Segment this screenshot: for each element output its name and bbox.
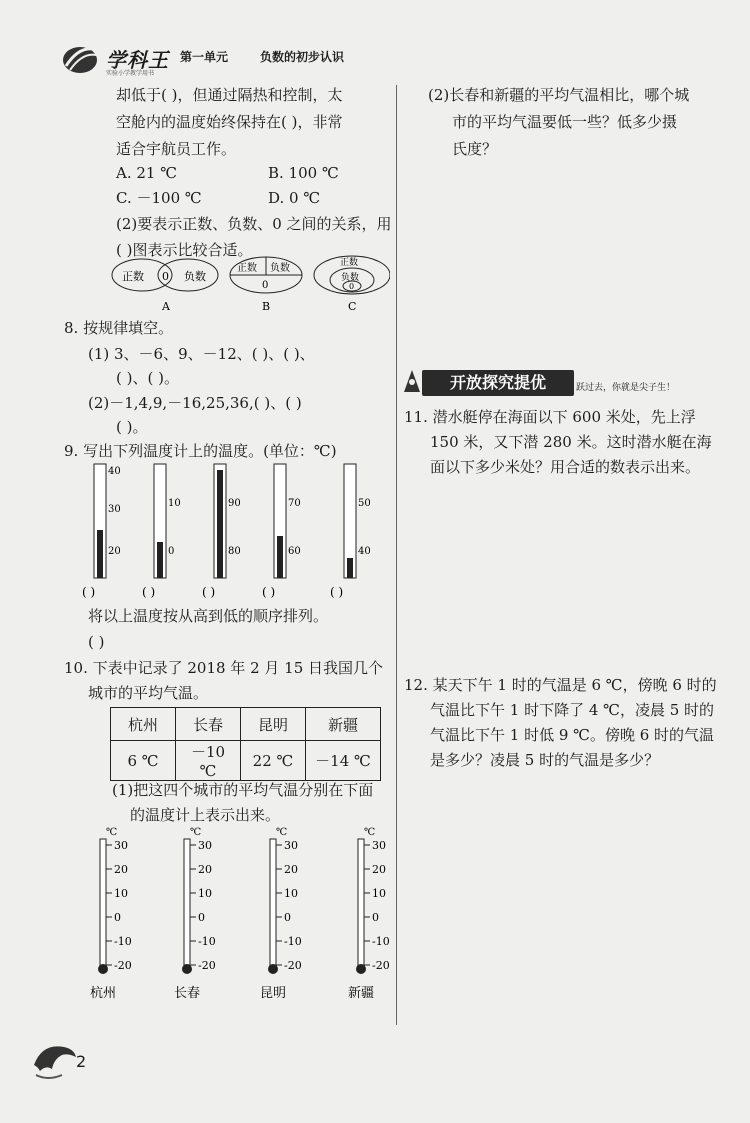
- q12-line4: 是多少？凌晨 5 时的气温是多少？: [430, 751, 660, 769]
- thermo-tube: [184, 839, 190, 965]
- q7-1-option-b: B. 100 ℃: [268, 164, 339, 182]
- thermo5-mid: 50: [358, 498, 371, 509]
- table-cell: 22 ℃: [241, 741, 306, 781]
- thermo-scale-label: -20: [114, 959, 132, 972]
- venn-a-left: 正数: [122, 270, 144, 283]
- temperature-table: [110, 707, 381, 781]
- venn-diagrams: [100, 255, 390, 315]
- thermo-city-label: 新疆: [348, 986, 375, 1001]
- table-row: [111, 708, 381, 741]
- thermo-unit-label: ℃: [276, 827, 288, 838]
- venn-c-label: C: [348, 300, 357, 313]
- thermo3-bot: 80: [228, 546, 241, 557]
- thermometer-2: [154, 464, 181, 578]
- table-row: [111, 741, 381, 781]
- q8-1-line2: ( )、( )。: [116, 369, 179, 387]
- q7-1-line3: 适合宇航员工作。: [116, 140, 237, 158]
- venn-b-left: 正数: [237, 263, 257, 274]
- thermo1-mid: 30: [108, 504, 121, 515]
- thermo-scale-label: 0: [114, 911, 121, 924]
- thermo-tube: [358, 839, 364, 965]
- thermo4-blank: ( ): [262, 585, 276, 599]
- q8-2-line1: (2)－1,4,9,－16,25,36,( )、( ): [88, 394, 302, 412]
- thermo-city-label: 杭州: [90, 986, 117, 1001]
- thermo3-mid: 90: [228, 498, 241, 509]
- q7-1-option-c: C. －100 ℃: [116, 189, 202, 207]
- thermo-unit-label: ℃: [106, 827, 118, 838]
- q11-line1: 11. 潜水艇停在海面以下 600 米处，先上浮: [404, 408, 696, 426]
- venn-b-right: 负数: [270, 263, 290, 274]
- thermo-scale-label: 30: [284, 839, 298, 852]
- q10-1-line2: 的温度计上表示出来。: [130, 806, 281, 824]
- thermo-city-label: 昆明: [260, 986, 287, 1001]
- brand-subtitle: 实验小学教学用书: [106, 70, 155, 77]
- thermo3-blank: ( ): [202, 585, 216, 599]
- brand-name: 学科王: [106, 48, 169, 72]
- table-cell: 昆明: [241, 708, 306, 741]
- q7-1-line2: 空舱内的温度始终保持在( )，非常: [116, 113, 343, 131]
- thermometer-set-q10: [80, 825, 390, 1005]
- thermo-scale-label: 30: [198, 839, 212, 852]
- thermo-scale-label: 20: [372, 863, 386, 876]
- thermo-scale-label: 0: [198, 911, 205, 924]
- thermo-scale-label: 10: [114, 887, 128, 900]
- thermometer-city-2: [174, 827, 216, 1001]
- table-cell: －14 ℃: [306, 741, 381, 781]
- thermo2-bot: 0: [168, 546, 175, 557]
- venn-option-c: [314, 256, 390, 313]
- venn-c-outer: 正数: [340, 258, 359, 268]
- thermo-scale-label: 10: [372, 887, 386, 900]
- q7-2-line1: (2)要表示正数、负数、0 之间的关系，用: [116, 215, 392, 233]
- q8-title: 8. 按规律填空。: [64, 319, 174, 337]
- thermo5-blank: ( ): [330, 585, 344, 599]
- thermometer-set-q9: [80, 462, 390, 602]
- venn-b-bottom: 0: [262, 280, 269, 291]
- venn-a-mid: 0: [162, 270, 169, 283]
- q10-2-line1: (2)长春和新疆的平均气温相比，哪个城: [428, 86, 690, 104]
- thermometer-1: [94, 464, 121, 578]
- q12-line2: 气温比下午 1 时下降了 4 ℃，凌晨 5 时的: [430, 701, 715, 719]
- thermometer-5: [344, 464, 371, 578]
- thermo-scale-label: 20: [114, 863, 128, 876]
- thermo-scale-label: -20: [198, 959, 216, 972]
- q7-1-line1: 却低于( )，但通过隔热和控制，太: [116, 86, 343, 104]
- dolphin-icon: [28, 1035, 80, 1085]
- thermo-scale-label: 20: [284, 863, 298, 876]
- thermo-scale-label: 10: [198, 887, 212, 900]
- thermo-scale-label: -10: [284, 935, 302, 948]
- q10-line2: 城市的平均气温。: [88, 684, 209, 702]
- q11-line2: 150 米，又下潜 280 米。这时潜水艇在海: [430, 433, 712, 451]
- q9-sort-instruction: 将以上温度按从高到低的顺序排列。: [88, 607, 329, 625]
- q7-2-line2: ( )图表示比较合适。: [116, 241, 253, 259]
- venn-c-mid: 负数: [341, 273, 360, 283]
- thermo-scale-label: 0: [284, 911, 291, 924]
- venn-b-label: B: [262, 300, 271, 313]
- q10-2-line2: 市的平均气温要低一些？低多少摄: [452, 113, 678, 131]
- thermometer-city-3: [260, 827, 302, 1001]
- thermo-scale-label: 20: [198, 863, 212, 876]
- table-cell: 6 ℃: [111, 741, 176, 781]
- q10-2-line3: 氏度？: [452, 140, 498, 158]
- thermo2-blank: ( ): [142, 585, 156, 599]
- unit-title: 负数的初步认识: [260, 50, 345, 64]
- q12-line3: 气温比下午 1 时低 9 ℃。傍晚 6 时的气温: [430, 726, 715, 744]
- q9-title: 9. 写出下列温度计上的温度。(单位：℃): [64, 442, 337, 460]
- thermo4-bot: 60: [288, 546, 301, 557]
- thermo-city-label: 长春: [174, 986, 201, 1001]
- thermo1-blank: ( ): [82, 585, 96, 599]
- q7-1-option-a: A. 21 ℃: [116, 164, 178, 182]
- thermo-tube: [100, 839, 106, 965]
- q7-1-option-d: D. 0 ℃: [268, 189, 321, 207]
- thermo4-mid: 70: [288, 498, 301, 509]
- q10-1-line1: (1)把这四个城市的平均气温分别在下面: [112, 781, 374, 799]
- banner-title: 开放探究提优: [422, 370, 574, 396]
- venn-option-a: [112, 259, 218, 313]
- brand-logo-icon: [60, 40, 104, 76]
- column-divider: [396, 85, 397, 1025]
- thermometer-3: [214, 464, 241, 578]
- q10-line1: 10. 下表中记录了 2018 年 2 月 15 日我国几个: [64, 659, 384, 677]
- q8-1-line1: (1) 3、－6、9、－12、( )、( )、: [88, 345, 315, 363]
- banner-tagline: 跃过去，你就是尖子生！: [576, 383, 676, 393]
- venn-a-right: 负数: [184, 270, 206, 283]
- page-number: 2: [76, 1052, 87, 1071]
- thermometer-4: [274, 464, 301, 578]
- q12-line1: 12. 某天下午 1 时的气温是 6 ℃，傍晚 6 时的: [404, 676, 717, 694]
- thermo-scale-label: -10: [372, 935, 390, 948]
- q9-sort-blank: ( ): [88, 633, 105, 651]
- thermo-unit-label: ℃: [364, 827, 376, 838]
- q11-line3: 面以下多少米处？用合适的数表示出来。: [430, 458, 701, 476]
- thermo-scale-label: 10: [284, 887, 298, 900]
- venn-option-b: [230, 257, 302, 313]
- unit-label: 第一单元: [180, 50, 229, 64]
- thermo-scale-label: -20: [372, 959, 390, 972]
- venn-a-label: A: [162, 300, 170, 313]
- thermo1-top: 40: [108, 466, 121, 477]
- thermo-tube: [270, 839, 276, 965]
- page-header: [60, 40, 700, 80]
- thermo-unit-label: ℃: [190, 827, 202, 838]
- thermometer-city-4: [348, 827, 390, 1001]
- thermo-scale-label: 30: [114, 839, 128, 852]
- rocket-icon: [400, 368, 424, 398]
- thermo1-bot: 20: [108, 546, 121, 557]
- table-cell: 长春: [176, 708, 241, 741]
- q8-2-line2: ( )。: [116, 418, 148, 436]
- venn-c-inner: 0: [349, 282, 355, 291]
- table-cell: 新疆: [306, 708, 381, 741]
- thermo-scale-label: -20: [284, 959, 302, 972]
- thermometer-city-1: [90, 827, 132, 1001]
- thermo-scale-label: -10: [198, 935, 216, 948]
- thermo-scale-label: 30: [372, 839, 386, 852]
- thermo5-bot: 40: [358, 546, 371, 557]
- table-cell: －10 ℃: [176, 741, 241, 781]
- section-banner: [400, 362, 680, 402]
- thermo-scale-label: 0: [372, 911, 379, 924]
- table-cell: 杭州: [111, 708, 176, 741]
- thermo2-mid: 10: [168, 498, 181, 509]
- thermo-scale-label: -10: [114, 935, 132, 948]
